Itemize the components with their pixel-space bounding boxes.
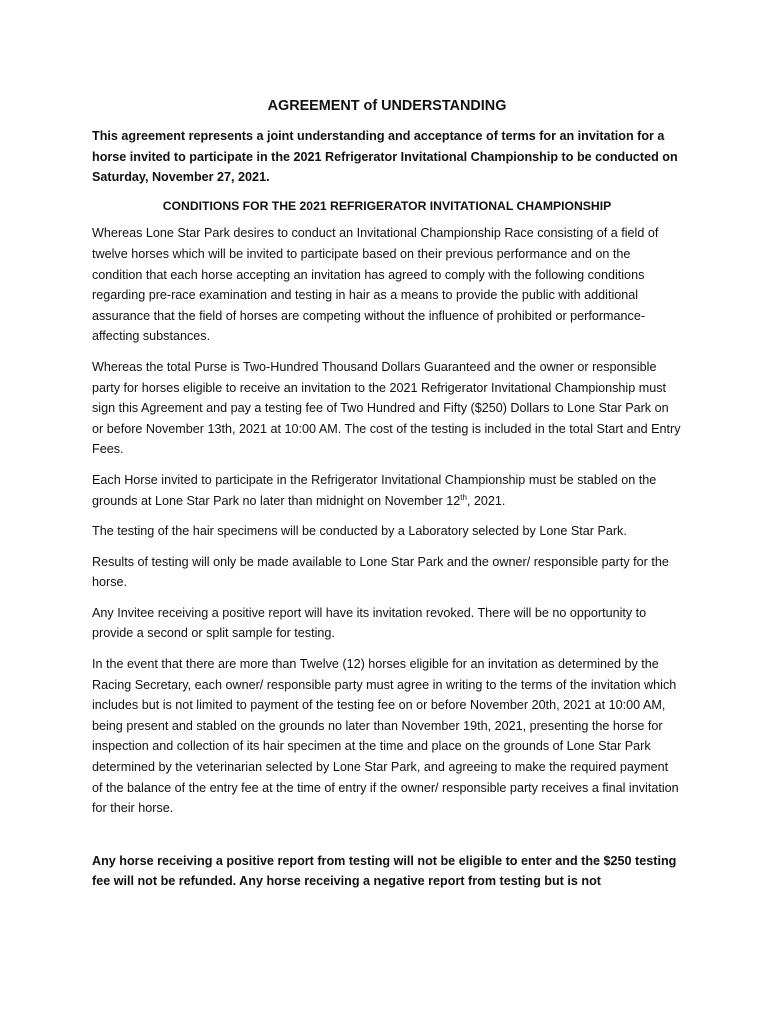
paragraph-purse-and-fee: Whereas the total Purse is Two-Hundred Thousand Dollars Guaranteed and the owner or responsible party for horses eligible to receive an invitation to the 2021 Refrigerator Invitational Championship must sign this Agreement and pay a testing fee of Two Hundred and Fifty ($250) Dollars to Lone Star Park on or before November 13th, 2021 at 10:00 AM. The cost of the testing is included in the total Start and Entry Fees.: [92, 359, 681, 457]
paragraph-invitational-race: Whereas Lone Star Park desires to conduct an Invitational Championship Race consisting of a field of twelve horses which will be invited to participate based on their previous performance and on the condition that each horse accepting an invitation has agreed to comply with the following conditions regarding pre-race examination and testing in hair as a means to provide the public with additional assurance that the field of horses are competing without the influence of prohibited or performance- affecting substances.: [92, 226, 659, 344]
document-title: AGREEMENT of UNDERSTANDING: [267, 98, 507, 114]
paragraph-laboratory: The testing of the hair specimens will be conducted by a Laboratory selected by Lone Star Park.: [92, 524, 627, 539]
conditions-heading: CONDITIONS FOR THE 2021 REFRIGERATOR INVITATIONAL CHAMPIONSHIP: [162, 198, 612, 213]
stabling-text: Each Horse invited to participate in the Refrigerator Invitational Championship must be stabled on the grounds at Lone Star Park no later than midnight on November 12: [92, 472, 657, 508]
paragraph-stabling: [92, 470, 682, 511]
intro-paragraph: This agreement represents a joint understanding and acceptance of terms for an invitation for a horse invited to participate in the 2021 Refrigerator Invitational Championship to be conducted on Saturday, November 27, 2021.: [92, 129, 678, 185]
stabling-year: , 2021.: [466, 493, 506, 508]
agreement-page: [92, 96, 682, 892]
paragraph-positive-report: Any Invitee receiving a positive report will have its invitation revoked. There will be no opportunity to provide a second or split sample for testing.: [92, 605, 647, 641]
ordinal-suffix: th: [460, 492, 467, 502]
paragraph-more-than-twelve: In the event that there are more than Twelve (12) horses eligible for an invitation as determined by the Racing Secretary, each owner/ responsible party must agree in writing to the terms of the invitation which includes but is not limited to payment of the testing fee on or before November 20th, 2021 at 10:00 AM, being present and stabled on the grounds no later than November 19th, 2021, presenting the horse for inspection and collection of its hair specimen at the time and place on the grounds of Lone Star Park determined by the veterinarian selected by Lone Star Park, and agreeing to make the required payment of the balance of the entry fee at the time of entry if the owner/ responsible party receives a final invitation for their horse.: [92, 657, 679, 816]
closing-paragraph: Any horse receiving a positive report from testing will not be eligible to enter and the $250 testing fee will not be refunded. Any horse receiving a negative report from testing but is not: [92, 853, 677, 889]
section-spacer: [92, 829, 682, 851]
paragraph-results: Results of testing will only be made available to Lone Star Park and the owner/ responsible party for the horse.: [92, 554, 669, 590]
